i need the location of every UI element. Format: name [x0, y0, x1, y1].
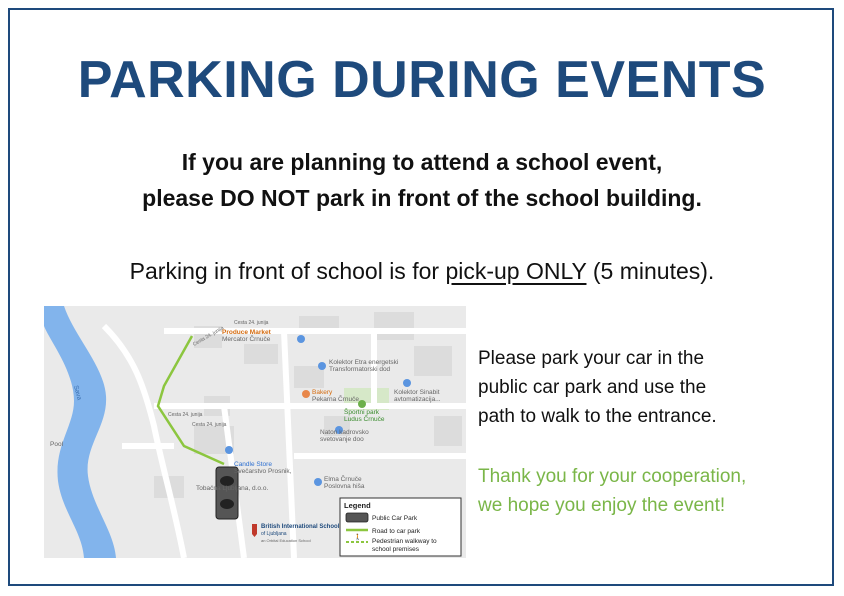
map-graphic	[44, 306, 466, 558]
map-label-sport: Športni park	[344, 409, 380, 416]
pickup-notice	[0, 256, 844, 286]
map-label-kolektor-2: Transformatorski dod	[329, 366, 391, 373]
map-label-street-4: Cesta 24. junija	[192, 422, 227, 428]
legend-item-car-park: Public Car Park	[372, 515, 418, 522]
map-label-kolektor: Kolektor Etra energetski	[329, 359, 399, 366]
instruction-line-3: path to walk to the entrance.	[478, 406, 717, 427]
map-label-candle: Candle Store	[234, 461, 272, 468]
map-label-tobacco: Tobačna Ljubljana, d.o.o.	[196, 485, 269, 492]
map-label-sinabit: Kolektor Sinabit	[394, 389, 440, 396]
legend-item-walkway-2: school premises	[372, 546, 419, 553]
map-label-produce: Produce Market	[222, 329, 271, 336]
map-label-naton-2: svetovanje doo	[320, 436, 364, 443]
thanks-line-2: we hope you enjoy the event!	[478, 495, 726, 516]
thanks-message	[478, 462, 828, 520]
map-label-street-1: Cesta 24. junija	[234, 320, 269, 326]
notice-line-1: If you are planning to attend a school event,	[181, 149, 663, 175]
map-label-pool: Pool	[50, 441, 64, 448]
parking-map	[44, 306, 466, 558]
thanks-line-1: Thank you for your cooperation,	[478, 466, 747, 487]
map-label-elma-2: Poslovna hiša	[324, 483, 365, 490]
map-label-candle-2: Svečarstvo Prosnik,	[234, 468, 292, 475]
legend-item-road: Road to car park	[372, 528, 421, 535]
page-title: PARKING DURING EVENTS	[77, 51, 767, 109]
legend-title: Legend	[344, 501, 371, 510]
school-city: of Ljubljana	[261, 531, 287, 537]
map-label-sport-2: Ludus Črnuče	[344, 416, 385, 423]
map-label-naton: Naton kadrovsko	[320, 429, 369, 436]
map-label-produce-sub: Mercator Črnuče	[222, 336, 271, 343]
notice-line-2: please DO NOT park in front of the school building.	[142, 185, 702, 211]
legend-item-walkway: Pedestrian walkway to	[372, 538, 437, 545]
pickup-text-before: Parking in front of school is for	[129, 258, 446, 284]
pedestrian-icon: 🚶	[354, 535, 362, 541]
school-name: British International School	[261, 524, 340, 530]
map-label-street-2: Cesta 24. junija	[168, 412, 203, 418]
map-label-bakery: Bakery	[312, 389, 333, 396]
map-label-river: Sava	[72, 384, 83, 401]
map-label-sinabit-2: avtomatizacija...	[394, 396, 441, 403]
instruction-line-2: public car park and use the	[478, 377, 707, 398]
school-sub: an Orbital Education School	[261, 538, 311, 543]
pickup-text-after: (5 minutes).	[586, 258, 715, 284]
map-label-elma: Elma Črnuče	[324, 476, 362, 483]
pickup-only-underlined: pick-up ONLY	[445, 258, 587, 284]
instruction-line-1: Please park your car in the	[478, 348, 705, 369]
instructions	[478, 344, 828, 431]
map-legend	[340, 498, 461, 556]
map-label-street-3: Cesta 24. junija	[192, 325, 225, 348]
map-label-bakery-sub: Pekarna Črnuče	[312, 396, 359, 403]
